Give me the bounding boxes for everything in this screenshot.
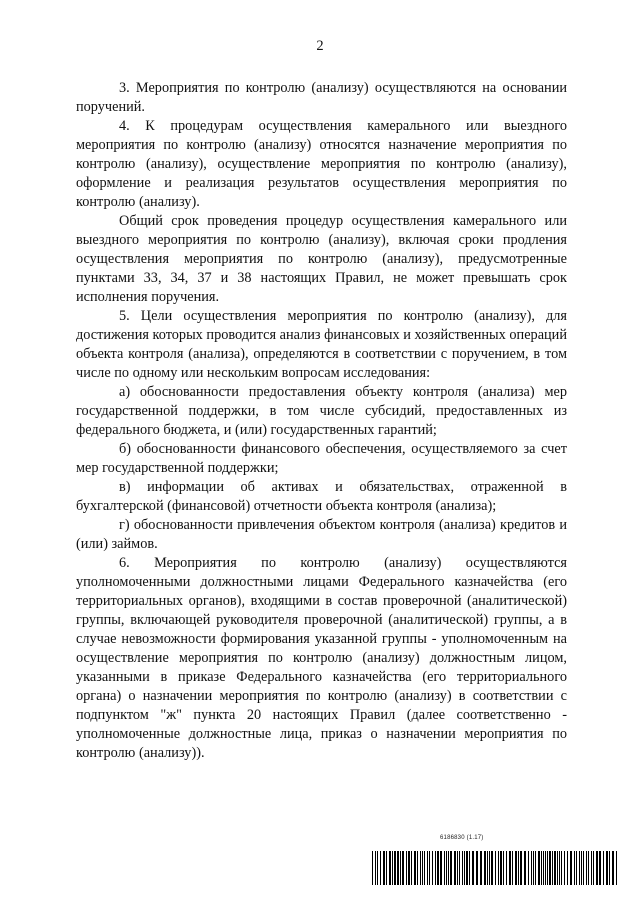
subparagraph-v: в) информации об активах и обязательствах, отраженной в бухгалтерской (финансовой) отчетности объекта контроля (анализа); bbox=[76, 479, 567, 514]
paragraph-item-3: 3. Мероприятия по контролю (анализу) осуществляются на основании поручений. bbox=[76, 80, 567, 115]
document-code: 6186830 (1.17) bbox=[440, 835, 484, 841]
page-number: 2 bbox=[316, 38, 324, 54]
subparagraph-a: а) обоснованности предоставления объекту контроля (анализа) мер государственной поддержки, в том числе субсидий, предоставленных из федерального бюджета, и (или) государственных гарантий; bbox=[76, 384, 567, 438]
paragraph-item-6: 6. Мероприятия по контролю (анализу) осуществляются уполномоченными должностными лицами Федерального казначейства (его территориальных органов), входящими в состав проверочной (аналитической) группы, включающей руководителя проверочной (аналитической) группы, а в случае невозможности формирования указанной группы - уполномоченным на осуществление мероприятия по контролю (анализу) должностным лицом, указанными в приказе Федерального казначейства (его территориального органа) о назначении мероприятия по контролю (анализу) в соответствии с подпунктом "ж" пункта 20 настоящих Правил (далее соответственно - уполномоченные должностные лица, приказ о назначении мероприятия по контролю (анализу)). bbox=[76, 555, 567, 761]
paragraph-item-5: 5. Цели осуществления мероприятия по контролю (анализу), для достижения которых проводится анализ финансовых и хозяйственных операций объекта контроля (анализа), определяются в соответствии с поручением, в том числе по одному или нескольким вопросам исследования: bbox=[76, 308, 567, 381]
document-body bbox=[76, 79, 567, 763]
paragraph-item-4: 4. К процедурам осуществления камерального или выездного мероприятия по контролю (анализу) относятся назначение мероприятия по контролю (анализу), осуществление мероприятия по контролю (анализу), оформление и реализация результатов осуществления мероприятия по контролю (анализу). bbox=[76, 118, 567, 210]
subparagraph-b: б) обоснованности финансового обеспечения, осуществляемого за счет мер государственной поддержки; bbox=[76, 441, 567, 476]
paragraph-total-term: Общий срок проведения процедур осуществления камерального или выездного мероприятия по контролю (анализу), включая сроки продления осуществления мероприятия по контролю (анализу), предусмотренные пунктами 33, 34, 37 и 38 настоящих Правил, не может превышать срок исполнения поручения. bbox=[76, 213, 567, 305]
barcode-image bbox=[372, 851, 620, 885]
subparagraph-g: г) обоснованности привлечения объектом контроля (анализа) кредитов и (или) займов. bbox=[76, 517, 567, 552]
